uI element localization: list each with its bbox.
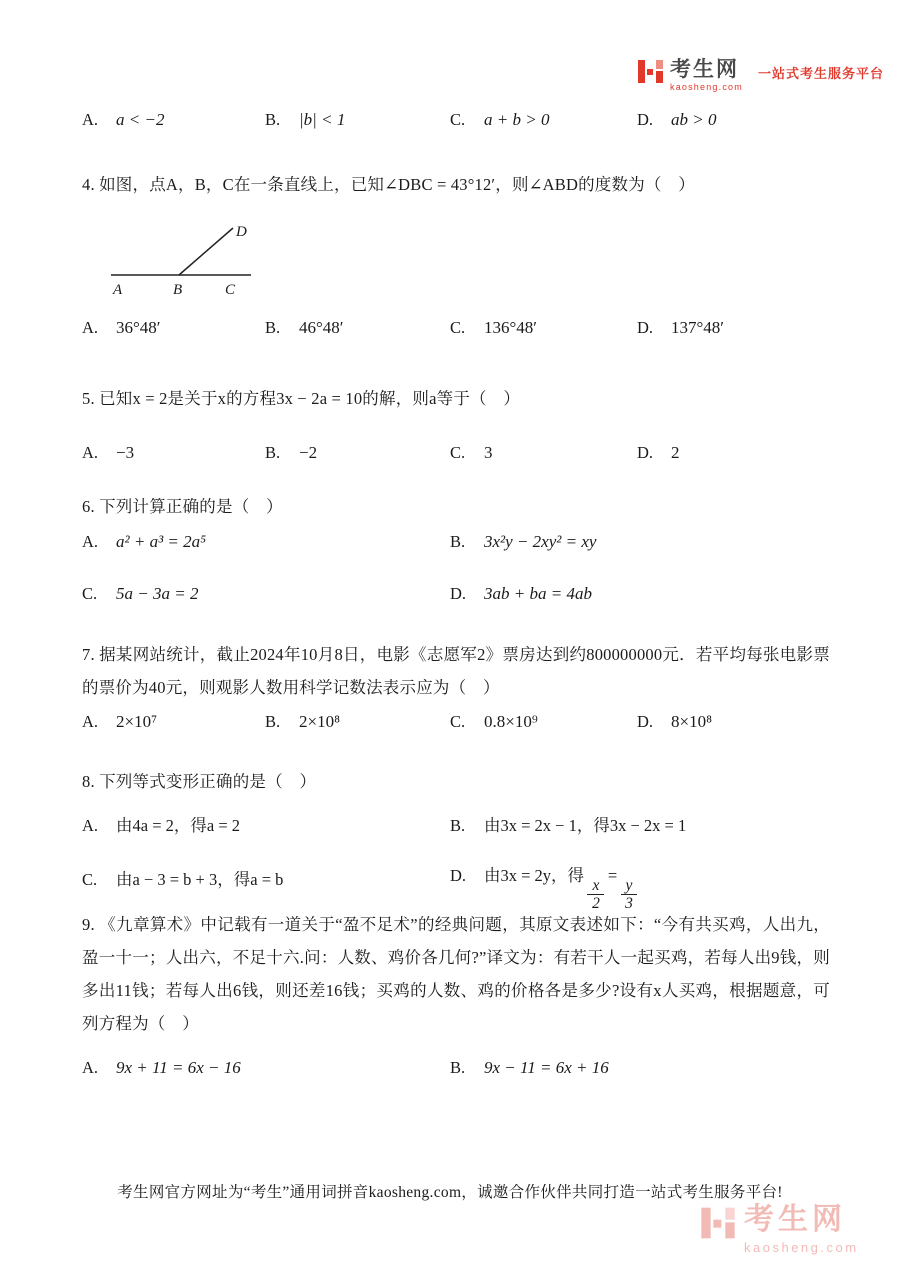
option-label: B. — [450, 1058, 466, 1077]
option-value: 2×10⁸ — [299, 712, 341, 731]
option-value: a < −2 — [116, 110, 165, 129]
option-value: 3x²y − 2xy² = xy — [484, 532, 597, 551]
q5-text: 5. 已知x = 2是关于x的方程3x − 2a = 10的解，则a等于（ ） — [82, 389, 521, 408]
option-label: A. — [82, 1058, 99, 1077]
q4-figure-label-a: A — [113, 282, 123, 298]
fraction: $\frac{x}{2}$ — [587, 877, 605, 912]
q8-text: 8. 下列等式变形正确的是（ ） — [82, 772, 317, 791]
option-value: 5a − 3a = 2 — [116, 584, 199, 603]
q9-text: 9. 《九章算术》中记载有一道关于“盈不足术”的经典问题，其原文表述如下：“今有共买鸡，人出九，盈一十一；人出六，不足十六.问：人数、鸡价各几何?”译文为：有若干人一起买鸡，若每人出9钱，则多出11钱；若每人出6钱，则还差16钱；买鸡的人数、鸡的价格各是多少?设有x人买鸡，根据题意，可列方程为（ ） — [82, 915, 830, 1033]
option-label: A. — [82, 318, 99, 337]
q8-option-c — [82, 866, 283, 890]
watermark-text — [744, 1205, 859, 1255]
option-label: A. — [82, 443, 99, 462]
watermark-logo-icon — [700, 1205, 736, 1241]
option-value: 3 — [484, 443, 493, 462]
equals-sign: = — [607, 866, 618, 885]
option-label: C. — [82, 870, 98, 889]
q5-option-a — [82, 443, 134, 463]
q7-text: 7. 据某网站统计，截止2024年10月8日，电影《志愿军2》票房达到约800000000元．若平均每张电影票的票价为40元，则观影人数用科学记数法表示应为（ ） — [82, 645, 830, 697]
option-value: 36°48′ — [116, 318, 161, 337]
q9-option-b — [450, 1058, 609, 1078]
q6-option-b — [450, 532, 596, 552]
option-value: 136°48′ — [484, 318, 538, 337]
option-value: 3ab + ba = 4ab — [484, 584, 592, 603]
option-label: C. — [450, 712, 466, 731]
option-label: B. — [265, 110, 281, 129]
q4-option-a — [82, 318, 161, 338]
option-label: D. — [637, 110, 654, 129]
q3-option-c — [450, 110, 549, 130]
brand-name: 考生网 — [670, 58, 739, 81]
q7-option-b — [265, 712, 340, 732]
option-label: A. — [82, 712, 99, 731]
q8-option-a — [82, 812, 240, 836]
q4-option-d — [637, 318, 724, 338]
option-value: 9x + 11 = 6x − 16 — [116, 1058, 241, 1077]
q4-figure — [103, 218, 268, 298]
watermark-domain: kaosheng.com — [744, 1240, 859, 1255]
option-label: D. — [450, 866, 467, 885]
option-value: 46°48′ — [299, 318, 344, 337]
q8-option-d — [450, 862, 641, 912]
option-value: 9x − 11 = 6x + 16 — [484, 1058, 609, 1077]
q9-option-a — [82, 1058, 241, 1078]
option-label: A. — [82, 532, 99, 551]
option-label: B. — [265, 712, 281, 731]
fraction: $\frac{y}{3}$ — [620, 877, 638, 912]
option-label: C. — [450, 443, 466, 462]
q7-option-a — [82, 712, 157, 732]
option-value: 2×10⁷ — [116, 712, 158, 731]
option-label: A. — [82, 816, 99, 835]
q3-option-b — [265, 110, 345, 130]
q4-option-c — [450, 318, 537, 338]
q6-option-c — [82, 584, 198, 604]
option-label: D. — [637, 712, 654, 731]
option-value: 137°48′ — [671, 318, 725, 337]
q4-figure-label-b: B — [173, 282, 183, 298]
option-value: a + b > 0 — [484, 110, 550, 129]
option-label: B. — [265, 318, 281, 337]
option-value: |b| < 1 — [299, 110, 346, 129]
option-value: ab > 0 — [671, 110, 717, 129]
q4-figure-label-c: C — [225, 282, 236, 298]
q7-option-d — [637, 712, 712, 732]
q7-option-c — [450, 712, 538, 732]
q4-option-b — [265, 318, 344, 338]
option-label: D. — [637, 318, 654, 337]
brand-tagline: 一站式考生服务平台 — [757, 66, 884, 81]
brand-logo-icon — [637, 58, 664, 85]
option-value: 由4a = 2，得a = 2 — [116, 816, 241, 835]
brand-text — [670, 58, 743, 92]
q4-figure-label-d: D — [236, 224, 247, 240]
q5-option-c — [450, 443, 493, 463]
q6-option-d — [450, 584, 592, 604]
footer-text: 考生网官方网址为“考生”通用词拼音kaosheng.com，诚邀合作伙伴共同打造一站式考生服务平台! — [117, 1184, 783, 1201]
watermark-name: 考生网 — [744, 1203, 846, 1236]
option-label: B. — [450, 816, 466, 835]
option-label: D. — [450, 584, 467, 603]
option-label: B. — [265, 443, 281, 462]
brand-domain: kaosheng.com — [670, 82, 743, 93]
option-value: −3 — [116, 443, 135, 462]
option-value: 8×10⁸ — [671, 712, 713, 731]
q3-option-d — [637, 110, 716, 130]
watermark — [700, 1205, 859, 1255]
q6-option-a — [82, 532, 206, 552]
brand-logo — [637, 58, 884, 92]
option-value: 2 — [671, 443, 680, 462]
q5-option-d — [637, 443, 680, 463]
option-label: A. — [82, 110, 99, 129]
option-value-prefix: 由3x = 2y，得 — [484, 866, 585, 885]
q4-text: 4. 如图，点A，B，C在一条直线上，已知∠DBC = 43°12′，则∠ABD的度数为（ ） — [82, 175, 696, 194]
option-label: C. — [82, 584, 98, 603]
option-value: −2 — [299, 443, 318, 462]
option-value: 由a − 3 = b + 3，得a = b — [116, 870, 284, 889]
q6-text: 6. 下列计算正确的是（ ） — [82, 497, 283, 516]
q5-option-b — [265, 443, 317, 463]
option-label: C. — [450, 110, 466, 129]
q8-option-b — [450, 812, 686, 836]
option-value: 0.8×10⁹ — [484, 712, 538, 731]
option-value: a² + a³ = 2a⁵ — [116, 532, 207, 551]
q3-option-a — [82, 110, 164, 130]
option-label: C. — [450, 318, 466, 337]
option-label: D. — [637, 443, 654, 462]
option-value: 由3x = 2x − 1，得3x − 2x = 1 — [484, 816, 687, 835]
option-label: B. — [450, 532, 466, 551]
